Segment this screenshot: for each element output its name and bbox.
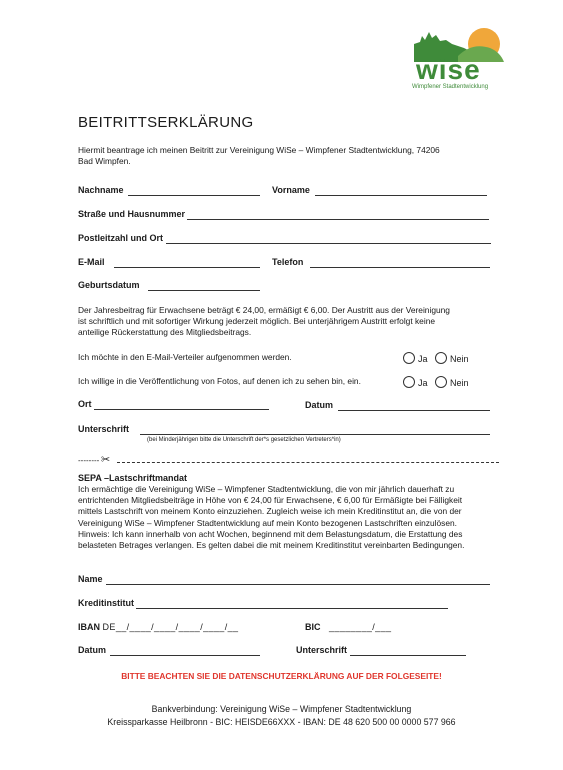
nachname-label: Nachname	[78, 185, 124, 195]
email-verteiler-question: Ich möchte in den E-Mail-Verteiler aufgenommen werden.	[78, 352, 292, 362]
plz-ort-label: Postleitzahl und Ort	[78, 233, 164, 243]
unterschrift-field[interactable]	[140, 434, 490, 435]
sepa-unterschrift-label: Unterschrift	[296, 645, 348, 655]
sepa-line: Vereinigung WiSe – Wimpfener Stadtentwicklung auf mein Konto bezogenen Lastschriften einzulösen.	[78, 517, 457, 528]
beitrag-line: Der Jahresbeitrag für Erwachsene beträgt € 24,00, ermäßigt € 6,00. Der Austritt aus der Vereinigung	[78, 305, 450, 315]
cut-line	[117, 462, 499, 463]
sepa-name-label: Name	[78, 574, 103, 584]
logo-word: wise	[416, 54, 481, 85]
scissors-icon: ✂	[101, 454, 111, 466]
nachname-field[interactable]	[128, 195, 260, 196]
beitrag-line: ist schriftlich und mit sofortiger Wirkung jederzeit möglich. Bei unterjährigem Austritt erfolgt keine	[78, 316, 436, 327]
sepa-line: mittels Lastschrift von meinem Konto einzuziehen. Zugleich weise ich mein Kreditinstitut an, die von der	[78, 506, 462, 517]
sepa-line: Hinweis: Ich kann innerhalb von acht Wochen, beginnend mit dem Belastungsdatum, die Erstattung des	[78, 528, 463, 539]
telefon-label: Telefon	[272, 257, 304, 267]
sepa-unterschrift-field[interactable]	[350, 655, 466, 656]
fotos-question: Ich willige in die Veröffentlichung von Fotos, auf denen ich zu sehen bin, ein.	[78, 376, 361, 386]
bic-row	[305, 622, 391, 632]
fotos-ja[interactable]	[403, 376, 428, 388]
nein-label: Nein	[450, 354, 469, 364]
sepa-line: entrichtenden Mitgliedsbeiträge in Höhe von € 24,00 für Erwachsene, € 6,00 für Ermäßigte bei Fälligkeit	[78, 495, 463, 506]
bic-field[interactable]: ________/___	[329, 622, 392, 632]
radio-circle-icon	[403, 376, 415, 388]
telefon-field[interactable]	[310, 267, 490, 268]
radio-circle-icon	[435, 352, 447, 364]
email-verteiler-ja[interactable]	[403, 352, 428, 364]
datenschutz-notice: BITTE BEACHTEN SIE DIE DATENSCHUTZERKLÄRUNG AUF DER FOLGESEITE!	[121, 671, 442, 681]
unterschrift-label: Unterschrift	[78, 424, 130, 434]
sepa-name-field[interactable]	[106, 584, 490, 585]
strasse-field[interactable]	[187, 219, 489, 220]
logo-tagline: Wimpfener Stadtentwicklung	[412, 84, 489, 90]
email-verteiler-nein[interactable]	[435, 352, 469, 364]
page-title: BEITRITTSERKLÄRUNG	[78, 114, 254, 131]
unterschrift-note: (bei Minderjährigen bitte die Unterschrift der*s gesetzlichen Vertreters*in)	[147, 437, 341, 443]
bic-label: BIC	[305, 622, 321, 632]
geburtsdatum-label: Geburtsdatum	[78, 280, 140, 290]
sepa-datum-field[interactable]	[110, 655, 260, 656]
plz-ort-field[interactable]	[166, 243, 491, 244]
iban-field[interactable]: DE__/____/____/____/____/__	[102, 622, 239, 632]
cut-dashes: --------	[78, 456, 100, 465]
bank-info	[0, 703, 563, 729]
kreditinstitut-label: Kreditinstitut	[78, 598, 134, 608]
beitrag-line: anteilige Rückerstattung des Mitgliedsbeitrags.	[78, 327, 252, 338]
datum-field[interactable]	[338, 410, 490, 411]
ort-field[interactable]	[94, 409, 269, 410]
ort-label: Ort	[78, 399, 92, 409]
intro-line: Hiermit beantrage ich meinen Beitritt zur Vereinigung WiSe – Wimpfener Stadtentwicklung, 74206	[78, 145, 440, 155]
vorname-label: Vorname	[272, 185, 310, 195]
intro-text	[78, 145, 518, 167]
sepa-title: SEPA –Lastschriftmandat	[78, 473, 188, 483]
intro-line: Bad Wimpfen.	[78, 156, 131, 167]
sepa-datum-label: Datum	[78, 645, 107, 655]
iban-label: IBAN	[78, 622, 100, 632]
email-label: E-Mail	[78, 257, 105, 267]
ja-label: Ja	[418, 354, 428, 364]
email-field[interactable]	[114, 267, 260, 268]
datum-label: Datum	[305, 400, 334, 410]
nein-label: Nein	[450, 378, 469, 388]
kreditinstitut-field[interactable]	[136, 608, 448, 609]
vorname-field[interactable]	[315, 195, 487, 196]
wise-logo	[412, 22, 508, 92]
bank-line: Kreissparkasse Heilbronn - BIC: HEISDE66XXX - IBAN: DE 48 620 500 00 0000 577 966	[107, 717, 456, 727]
radio-circle-icon	[435, 376, 447, 388]
iban-row	[78, 622, 238, 632]
geburtsdatum-field[interactable]	[148, 290, 260, 291]
fotos-nein[interactable]	[435, 376, 469, 388]
ja-label: Ja	[418, 378, 428, 388]
beitrag-text	[78, 305, 518, 339]
strasse-label: Straße und Hausnummer	[78, 209, 186, 219]
radio-circle-icon	[403, 352, 415, 364]
bank-line: Bankverbindung: Vereinigung WiSe – Wimpfener Stadtentwicklung	[151, 704, 412, 714]
sepa-line: belasteten Betrages verlangen. Es gelten dabei die mit meinem Kreditinstitut vereinbarten Bedingungen.	[78, 540, 465, 551]
sepa-line: Ich ermächtige die Vereinigung WiSe – Wimpfener Stadtentwicklung, die von mir jährlich dauerhaft zu	[78, 484, 455, 494]
sepa-text	[78, 484, 523, 551]
